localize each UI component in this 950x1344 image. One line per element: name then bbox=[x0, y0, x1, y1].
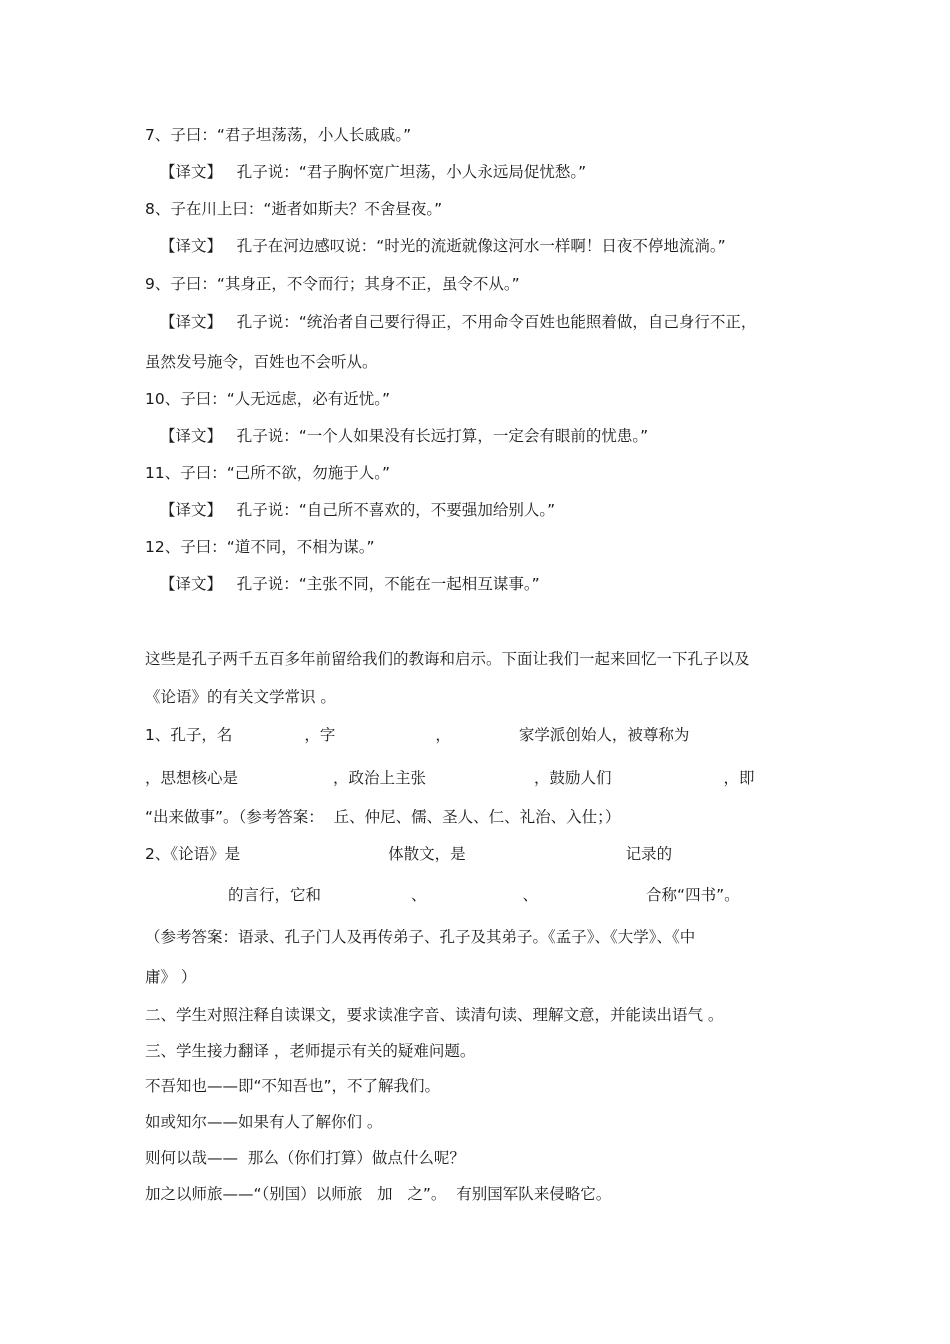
intro-line-1: 这些是孔子两千五百多年前留给我们的教诲和启示。下面让我们一起来回忆一下孔子以及 bbox=[145, 650, 750, 668]
quote-9-translation: 【译文】 孔子说：“统治者自己要行得正，不用命令百姓也能照着做，自己身行不正， bbox=[160, 313, 757, 331]
gloss-4: 加之以师旅——“（别国）以师旅 加 之”。 有别国军队来侵略它。 bbox=[145, 1185, 612, 1203]
gloss-3: 则何以哉—— 那么（你们打算）做点什么呢？ bbox=[145, 1149, 465, 1167]
quote-12: 12、子曰：“道不同，不相为谋。” bbox=[145, 538, 375, 556]
quote-8-translation: 【译文】 孔子在河边感叹说：“时光的流逝就像这河水一样啊！日夜不停地流淌。” bbox=[160, 237, 726, 255]
question-1-line-2 bbox=[145, 767, 755, 789]
q1b-part-c: ，鼓励人们 bbox=[534, 769, 612, 787]
question-2-answer: （参考答案：语录、孔子门人及再传弟子、孔子及其弟子。《孟子》、《大学》、《中 bbox=[145, 928, 696, 946]
quote-10-translation: 【译文】 孔子说：“一个人如果没有长远打算，一定会有眼前的忧患。” bbox=[160, 427, 649, 445]
question-1 bbox=[145, 724, 689, 746]
q2b-part-c: 、 bbox=[522, 886, 539, 904]
q2b-part-d: 合称“四书”。 bbox=[646, 886, 740, 904]
q2-part-b: 体散文，是 bbox=[388, 845, 466, 863]
quote-11-translation: 【译文】 孔子说：“自己所不喜欢的，不要强加给别人。” bbox=[160, 501, 556, 519]
quote-9: 9、子曰：“其身正，不令而行；其身不正，虽令不从。” bbox=[145, 275, 520, 293]
q1-part-c: ， bbox=[435, 726, 451, 744]
quote-12-translation: 【译文】 孔子说：“主张不同，不能在一起相互谋事。” bbox=[160, 575, 540, 593]
quote-7-translation: 【译文】 孔子说：“君子胸怀宽广坦荡，小人永远局促忧愁。” bbox=[160, 163, 587, 181]
gloss-2: 如或知尔——如果有人了解你们 。 bbox=[145, 1113, 383, 1131]
q1-part-b: ，字 bbox=[304, 726, 336, 744]
intro-line-2: 《论语》的有关文学常识 。 bbox=[145, 688, 336, 706]
step-3: 三、学生接力翻译 ，老师提示有关的疑难问题。 bbox=[145, 1042, 476, 1060]
step-2: 二、学生对照注释自读课文，要求读准字音、读清句读、理解文意，并能读出语气 。 bbox=[145, 1006, 724, 1024]
q2b-part-b: 、 bbox=[411, 886, 427, 904]
q1b-part-a: ，思想核心是 bbox=[145, 769, 239, 787]
quote-8: 8、子在川上曰：“逝者如斯夫？不舍昼夜。” bbox=[145, 200, 443, 218]
question-2-line-2 bbox=[228, 884, 740, 906]
q2b-part-a: 的言行，它和 bbox=[228, 886, 322, 904]
quote-9-translation-cont: 虽然发号施令，百姓也不会听从。 bbox=[145, 353, 378, 371]
quote-7: 7、子曰：“君子坦荡荡，小人长戚戚。” bbox=[145, 126, 412, 144]
q1b-part-d: ，即 bbox=[723, 769, 755, 787]
q1-part-d: 家学派创始人，被尊称为 bbox=[518, 726, 690, 744]
q2-part-c: 记录的 bbox=[625, 845, 673, 863]
q1b-part-b: ，政治上主张 bbox=[333, 769, 427, 787]
quote-10: 10、子曰：“人无远虑，必有近忧。” bbox=[145, 390, 391, 408]
question-1-answer: “出来做事”。（参考答案： 丘、仲尼、儒、圣人、仁、礼治、入仕；） bbox=[145, 808, 621, 826]
question-2-answer-cont: 庸》 ） bbox=[145, 968, 197, 986]
question-2 bbox=[145, 843, 672, 865]
q1-part-a: 1、孔子，名 bbox=[145, 726, 233, 744]
gloss-1: 不吾知也——即“不知吾也”，不了解我们。 bbox=[145, 1077, 441, 1095]
quote-11: 11、子曰：“己所不欲，勿施于人。” bbox=[145, 464, 391, 482]
q2-part-a: 2、《论语》是 bbox=[145, 845, 241, 863]
